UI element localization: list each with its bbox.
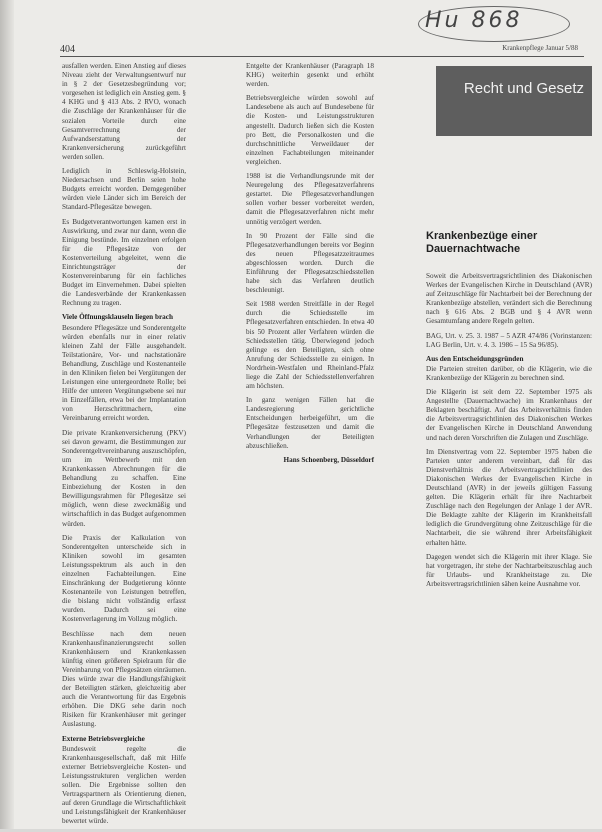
paragraph: Entgelte der Krankenhäuser (Paragraph 18 KHG) weiterhin gesenkt und erhöht werden. <box>246 62 374 89</box>
section-subheading: Aus den Entscheidungsgründen <box>426 354 524 363</box>
rubric-banner <box>436 66 592 136</box>
author-signature: Hans Schoenberg, Düsseldorf <box>283 455 374 464</box>
paragraph: Soweit die Arbeitsvertragsrichtlinien des Diakonischen Werkes der Evangelischen Kirche in Deutschland (AVR) auf Zeitzuschläge für Nachtarbeit bei der Berechnung der Krankenbezüge abstellen, verändert sich die Berechnung nach § 616 Abs. 2 BGB und § 4 AVR wenn Gesamtumfang andere Regeln gelten. <box>426 272 592 326</box>
paragraph: 1988 ist die Verhandlungsrunde mit der Neuregelung des Pflegesatzverfahrens gestartet. Die Pflegesatzverhandlungen sollen vorher besser vorbereitet werden, damit die Pflegesatzverfahren nicht mehr unnötig verzögert werden. <box>246 172 374 226</box>
paragraph: Betriebsvergleiche würden sowohl auf Landesebene als auch auf Bundesebene für die Kosten- und Leistungsstrukturen angestellt. Dadurch ließen sich die Kosten pro Bett, die Personalkosten und die durchschnittliche Verweildauer der einzelnen Fachabteilungen miteinander vergleichen. <box>246 94 374 166</box>
citation: BAG, Urt. v. 25. 3. 1987 – 5 AZR 474/86 (Vorinstanzen: LAG Berlin, Urt. v. 4. 3. 1986 – 15 Sa 96/85). <box>426 331 592 349</box>
paragraph: Besondere Pflegesätze und Sonderentgelte würden ebenfalls nur in einer relativ kleinen Zahl der Fälle ausgehandelt. Teilstationäre, Vor- und nachstationäre Behandlung, Zuschläge und Kostenanteile in den Kliniken fielen bei Vergütungen der Leistungen eine untergeordnete Rolle; bei Hilfe der unteren Vergütungsebene sei nur in Einzelfällen, etwa bei der Implantation von Herzschrittmachern, eine Vereinbarung erreicht worden. <box>62 323 186 423</box>
column-middle <box>246 62 374 465</box>
paragraph: In ganz wenigen Fällen hat die Landesregierung gerichtliche Entscheidungen herbeigeführt, um die Pflegesätze festzusetzen und damit die Verhandlungen der Beteiligten abzuschließen. <box>246 396 374 450</box>
page-number: 404 <box>60 44 75 55</box>
journal-reference: Krankenpflege Januar 5/88 <box>502 44 578 52</box>
rubric-title: Recht und Gesetz <box>463 80 584 97</box>
header-rule <box>60 56 584 57</box>
column-right <box>426 272 592 594</box>
section-subheading: Externe Betriebsvergleiche <box>62 734 145 743</box>
paragraph: ausfallen werden. Einen Anstieg auf dieses Niveau zieht der Verwaltungsentwurf nur in § 2 der Gesetzesbegründung vor; vorgesehen ist lediglich ein Anstieg gem. § 4 KHG und § 413 Abs. 2 RVO, wonach die Zuschläge der Krankenhäuser für die sozialen Vorteile durch eine Gesamtverrechnung der Aufwandserstattung der Krankenversicherung zurückgeführt werden sollen. <box>62 62 186 161</box>
paragraph: Dagegen wendet sich die Klägerin mit ihrer Klage. Sie hat vorgetragen, ihr stehe der Nachtarbeitszuschlag auch für Urlaubs- und Krankheitstage zu. Die Arbeitsvertragsrichtlinien sähen keine Ausnahme vor. <box>426 552 592 588</box>
section-subheading: Viele Öffnungsklauseln liegen brach <box>62 313 173 322</box>
paragraph: Lediglich in Schleswig-Holstein, Niedersachsen und Berlin seien hohe Budgets erreicht worden. Demgegenüber würden viele Länder sich im Bereich der Standard-Pflegesätze bewegen. <box>62 167 186 212</box>
binding-shadow <box>0 0 14 829</box>
paragraph: Es Budgetverantwortungen kamen erst in Auswirkung, und zwar nur dann, wenn die Einigung bestünde. Im einzelnen erfolgen für die Pflegesätze von der Kostenverteilung abgeleitet, wenn die Einrichtungsträger der Kostenvereinbarung für ein fachliches Budget im Einvernehmen. Dabei spielten die Landesverbände der Krankenkassen Rechnung zu tragen. <box>62 217 186 308</box>
article-title: Krankenbezüge einer Dauernachtwache <box>426 230 538 255</box>
paragraph: Beschlüsse nach dem neuen Krankenhausfinanzierungsrecht sollen Krankenhäusern und Krankenkassen künftig einen größeren Spielraum für die Vereinbarung von Pflegesätzen einräumen. Dies würde zwar die Handlungsfähigkeit der Beteiligten stärken, gleichzeitig aber auch die Verantwortung für das Ergebnis erhöhen. Die DKG sehe darin noch Risiken für Krankenhäuser mit geringer Auslastung. <box>62 629 186 729</box>
paragraph: Die Parteien streiten darüber, ob die Klägerin, wie die Krankenbezüge der Klägerin zu berechnen sind. <box>426 364 592 382</box>
paragraph: Im Dienstvertrag vom 22. September 1975 haben die Parteien unter anderem vereinbart, daß für das Dienstverhältnis die Arbeitsvertragsrichtlinien des Diakonischen Werkes der Evangelischen Kirche in Deutschland (AVR) in der jeweils gültigen Fassung gelten. Die Klägerin erhält für ihre Nachtarbeit Zuschläge nach den Regelungen der Anlage 1 der AVR. Die Beklagte zahlte der Klägerin im Krankheitsfall lediglich die Grundvergütung ohne Zeitzuschläge für die Nachtarbeit, die sie während ihrer Arbeitsfähigkeit erhalten hätte. <box>426 447 592 547</box>
handwritten-note: Hu 868 <box>425 8 523 33</box>
paragraph: Die Praxis der Kalkulation von Sonderentgelten unterscheide sich in Kliniken sowohl im gesamten Leistungsspektrum als auch in den einzelnen Fachabteilungen. Eine Einschränkung der Budgetierung könnte Kostenanteile von Leistungen betreffen, die bislang nicht vollständig erfasst wurden. Dadurch sei eine Kostenverlagerung im Vollzug möglich. <box>62 533 186 624</box>
paragraph: Bundesweit regelte die Krankenhausgesellschaft, daß mit Hilfe externer Betriebsvergleiche Kosten- und Leistungsstrukturen verglichen werden sollen. Die Ergebnisse sollten den Vertragspartnern als Orientierung dienen, auf deren Grundlage die Wirtschaftlichkeit und Leistungsfähigkeit der Krankenhäuser bewertet würde. <box>62 744 186 826</box>
paragraph: Seit 1988 werden Streitfälle in der Regel durch die Schiedsstelle im Pflegesatzverfahren entschieden. In etwa 40 bis 50 Prozent aller Verfahren würden die Schiedsstellen tätig. Überwiegend jedoch gelinge es den Beteiligten, sich ohne Anrufung der Schiedsstelle zu einigen. In Nordrhein-Westfalen und Rheinland-Pfalz liege die Zahl der Schiedsstellenverfahren am höchsten. <box>246 300 374 391</box>
paragraph: Die Klägerin ist seit dem 22. September 1975 als Angestellte (Dauernachtwache) im Krankenhaus der Beklagten beschäftigt. Auf das Arbeitsverhältnis finden die Arbeitsvertragsrichtlinien des Diakonischen Werkes der Evangelischen Kirche in Deutschland Anwendung und nach deren Vorschriften die Zulagen und Zuschläge. <box>426 388 592 442</box>
paragraph: In 90 Prozent der Fälle sind die Pflegesatzverhandlungen bereits vor Beginn des neuen Pflegesatzzeitraumes abgeschlossen worden. Durch die Einführung der Pflegesatzschiedsstellen habe sich das Verfahren deutlich beschleunigt. <box>246 231 374 295</box>
column-left <box>62 62 186 832</box>
paragraph: Die private Krankenversicherung (PKV) sei davon gewarnt, die Bestimmungen zur Sonderentgeltvereinbarung auszuschöpfen, um im Wettbewerb mit den Krankenkassen Abrechnungen für die Behandlung zu schaffen. Eine Einbeziehung der Kosten in den Bewilligungsrahmen für Pflegesätze sei möglich, wenn diese zweckmäßig und wirtschaftlich in das Budget aufgenommen würden. <box>62 428 186 528</box>
